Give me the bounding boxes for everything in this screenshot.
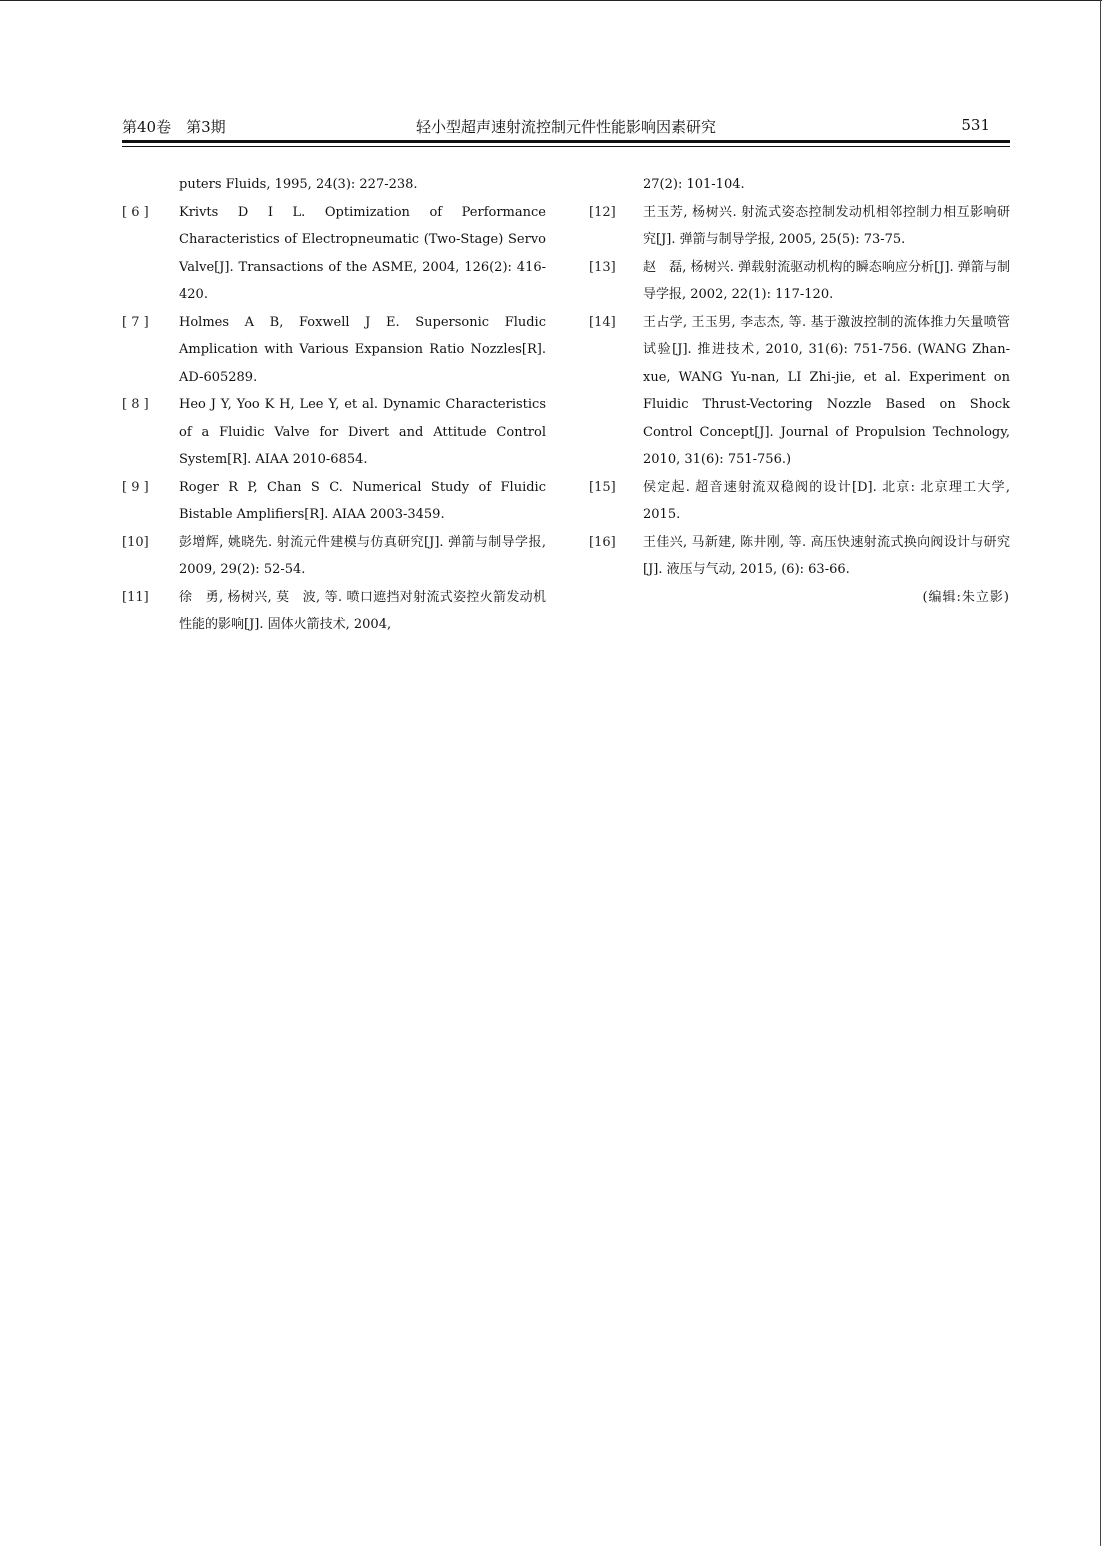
running-title: 轻小型超声速射流控制元件性能影响因素研究	[415, 118, 716, 136]
running-header	[122, 116, 1010, 138]
reference-item	[589, 309, 1010, 474]
reference-item	[122, 529, 546, 584]
reference-number: [ 7 ]	[122, 314, 149, 330]
reference-item	[589, 529, 1010, 584]
reference-number: [15]	[589, 479, 616, 495]
reference-text: Heo J Y, Yoo K H, Lee Y, et al. Dynamic Characteristics of a Fluidic Valve for Divert and Attitude Control System[R]. AIAA 2010-6854.	[179, 397, 546, 467]
reference-item	[122, 584, 546, 639]
reference-text: 徐 勇, 杨树兴, 莫 波, 等. 喷口遮挡对射流式姿控火箭发动机性能的影响[J]. 固体火箭技术, 2004,	[179, 589, 546, 632]
reference-number: [11]	[122, 589, 149, 605]
header-rule-thin	[122, 146, 1010, 147]
reference-number: [13]	[589, 259, 616, 275]
reference-item	[122, 391, 546, 474]
reference-item	[122, 309, 546, 392]
header-rule-thick	[122, 140, 1010, 143]
page-number: 531	[961, 116, 990, 134]
reference-number: [ 8 ]	[122, 397, 149, 412]
reference-item	[589, 199, 1010, 254]
reference-number: [14]	[589, 314, 616, 330]
reference-text: Roger R P, Chan S C. Numerical Study of Fluidic Bistable Amplifiers[R]. AIAA 2003-3459.	[179, 479, 546, 522]
reference-text: 侯定起. 超音速射流双稳阀的设计[D]. 北京: 北京理工大学, 2015.	[643, 479, 1010, 522]
reference-text: 赵 磊, 杨树兴. 弹载射流驱动机构的瞬态响应分析[J]. 弹箭与制导学报, 2002, 22(1): 117-120.	[643, 259, 1010, 302]
page-frame-right	[1100, 0, 1101, 1546]
reference-text: 王佳兴, 马新建, 陈井刚, 等. 高压快速射流式换向阀设计与研究[J]. 液压与气动, 2015, (6): 63-66.	[643, 534, 1010, 577]
editor-credit: (编辑:朱立影)	[922, 589, 1010, 605]
reference-number: [12]	[589, 204, 616, 220]
reference-number: [ 6 ]	[122, 204, 149, 220]
volume-issue: 第40卷 第3期	[122, 118, 226, 136]
reference-number: [10]	[122, 534, 149, 550]
reference-item	[589, 254, 1010, 309]
reference-item	[589, 474, 1010, 529]
reference-text: Holmes A B, Foxwell J E. Supersonic Fludic Amplication with Various Expansion Ratio Nozzles[R]. AD-605289.	[179, 314, 546, 385]
reference-item	[122, 474, 546, 529]
reference-text: 王玉芳, 杨树兴. 射流式姿态控制发动机相邻控制力相互影响研究[J]. 弹箭与制导学报, 2005, 25(5): 73-75.	[643, 204, 1010, 247]
references-right-column	[589, 171, 1010, 611]
page-frame-top	[0, 0, 1102, 1]
reference-continuation: puters Fluids, 1995, 24(3): 227-238.	[179, 177, 418, 192]
reference-number: [ 9 ]	[122, 479, 149, 495]
references-left-column	[122, 171, 546, 639]
reference-item	[122, 199, 546, 309]
reference-text: 王占学, 王玉男, 李志杰, 等. 基于激波控制的流体推力矢量喷管试验[J]. 推进技术, 2010, 31(6): 751-756. (WANG Zhan-xue, WANG Yu-nan, LI Zhi-jie, et al. Experiment on Fluidic Thrust-Vectoring Nozzle Based on Shock Control Concept[J]. Journal of Propulsion Technology, 2010, 31(6): 751-756.)	[643, 314, 1010, 467]
reference-continuation: 27(2): 101-104.	[643, 177, 745, 192]
reference-number: [16]	[589, 534, 616, 550]
reference-text: 彭增辉, 姚晓先. 射流元件建模与仿真研究[J]. 弹箭与制导学报, 2009, 29(2): 52-54.	[179, 534, 546, 577]
reference-text: Krivts D I L. Optimization of Performance Characteristics of Electropneumatic (Two-Stage) Servo Valve[J]. Transactions of the ASME, 2004, 126(2): 416-420.	[179, 204, 546, 302]
